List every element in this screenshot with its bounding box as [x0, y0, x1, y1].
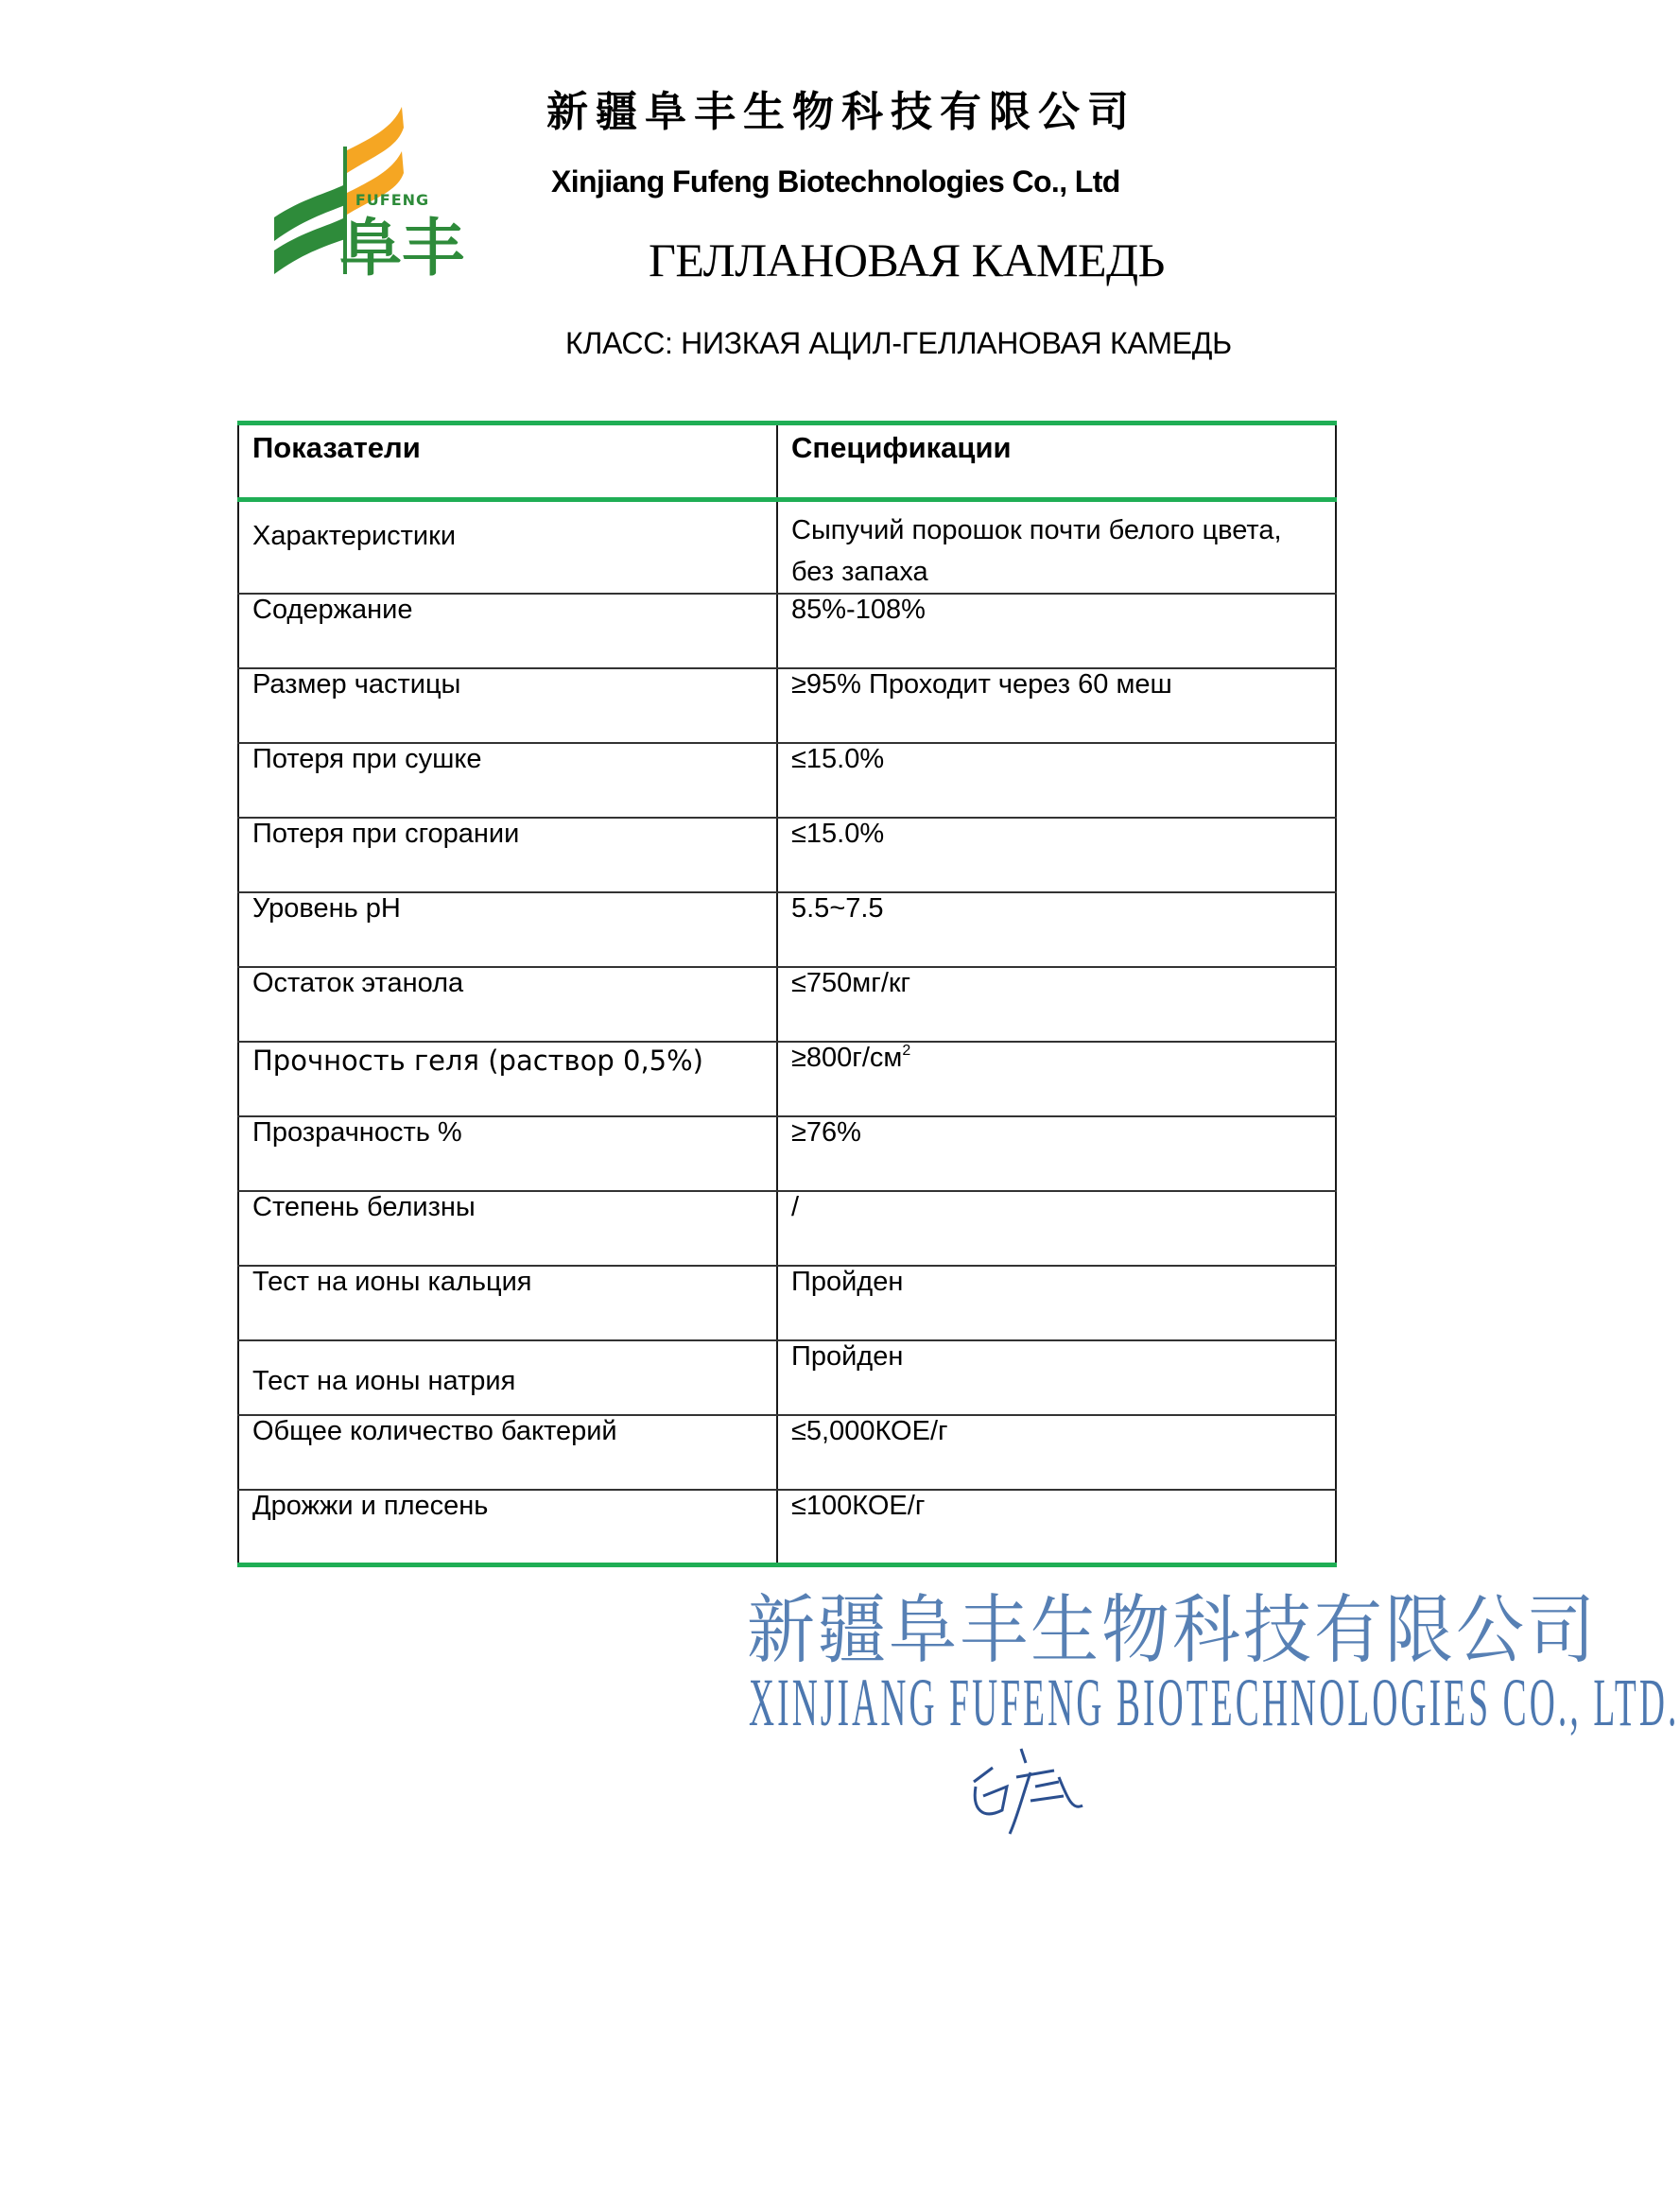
spec-cell: ≥76% — [777, 1116, 1336, 1191]
spec-value: ≥800г/см — [791, 1043, 903, 1073]
spec-cell: 5.5~7.5 — [777, 892, 1336, 967]
parameter-cell: Прозрачность % — [238, 1116, 777, 1191]
header-specification: Спецификации — [777, 423, 1336, 500]
spec-cell — [777, 1042, 1336, 1116]
spec-cell: ≤5,000КОЕ/г — [777, 1415, 1336, 1490]
parameter-cell: Дрожжи и плесень — [238, 1490, 777, 1564]
company-name-en: Xinjiang Fufeng Biotechnologies Co., Ltd — [551, 164, 1120, 199]
parameter-cell: Тест на ионы кальция — [238, 1266, 777, 1340]
table-row — [238, 1266, 1336, 1340]
parameter-cell: Характеристики — [238, 500, 777, 595]
table-row — [238, 594, 1336, 668]
header-parameter: Показатели — [238, 423, 777, 500]
parameter-cell: Общее количество бактерий — [238, 1415, 777, 1490]
specification-table — [237, 421, 1337, 1567]
spec-cell: Пройден — [777, 1266, 1336, 1340]
table-row — [238, 1340, 1336, 1415]
parameter-cell: Потеря при сгорании — [238, 818, 777, 892]
table-row — [238, 1116, 1336, 1191]
parameter-cell: Остаток этанола — [238, 967, 777, 1042]
svg-text:FUFENG: FUFENG — [355, 191, 430, 209]
spec-cell: Сыпучий порошок почти белого цвета, без запаха — [777, 500, 1336, 595]
table-row — [238, 967, 1336, 1042]
table-row — [238, 743, 1336, 818]
parameter-cell: Содержание — [238, 594, 777, 668]
spec-cell: ≤750мг/кг — [777, 967, 1336, 1042]
company-stamp — [747, 1569, 1680, 1853]
company-name-cn: 新疆阜丰生物科技有限公司 — [546, 88, 1136, 136]
parameter-cell: Размер частицы — [238, 668, 777, 743]
table-row — [238, 1191, 1336, 1266]
stamp-name-en: XINJIANG FUFENG BIOTECHNOLOGIES CO., LTD. — [749, 1665, 1680, 1740]
svg-text:阜丰: 阜丰 — [339, 212, 464, 285]
fufeng-logo-icon — [269, 99, 477, 285]
parameter-cell: Потеря при сушке — [238, 743, 777, 818]
spec-superscript: 2 — [902, 1043, 911, 1059]
parameter-cell: Степень белизны — [238, 1191, 777, 1266]
signature-icon — [964, 1744, 1097, 1839]
spec-cell: ≥95% Проходит через 60 меш — [777, 668, 1336, 743]
parameter-cell: Тест на ионы натрия — [238, 1340, 777, 1415]
table-row — [238, 818, 1336, 892]
table-row — [238, 668, 1336, 743]
product-title: ГЕЛЛАНОВАЯ КАМЕДЬ — [649, 233, 1165, 286]
spec-cell: 85%-108% — [777, 594, 1336, 668]
table-header-row — [238, 423, 1336, 500]
parameter-cell: Прочность геля (раствор 0,5%) — [238, 1042, 777, 1116]
stamp-name-cn: 新疆阜丰生物科技有限公司 — [747, 1585, 1599, 1673]
spec-cell: ≤15.0% — [777, 818, 1336, 892]
spec-cell: ≤15.0% — [777, 743, 1336, 818]
table-row — [238, 1042, 1336, 1116]
table-row — [238, 1490, 1336, 1564]
spec-cell: ≤100КОЕ/г — [777, 1490, 1336, 1564]
parameter-cell: Уровень pH — [238, 892, 777, 967]
table-row — [238, 500, 1336, 595]
table-row — [238, 1415, 1336, 1490]
spec-cell: / — [777, 1191, 1336, 1266]
spec-cell: Пройден — [777, 1340, 1336, 1415]
grade-line: КЛАСС: НИЗКАЯ АЦИЛ-ГЕЛЛАНОВАЯ КАМЕДЬ — [565, 326, 1232, 360]
company-logo — [269, 99, 477, 285]
table-row — [238, 892, 1336, 967]
